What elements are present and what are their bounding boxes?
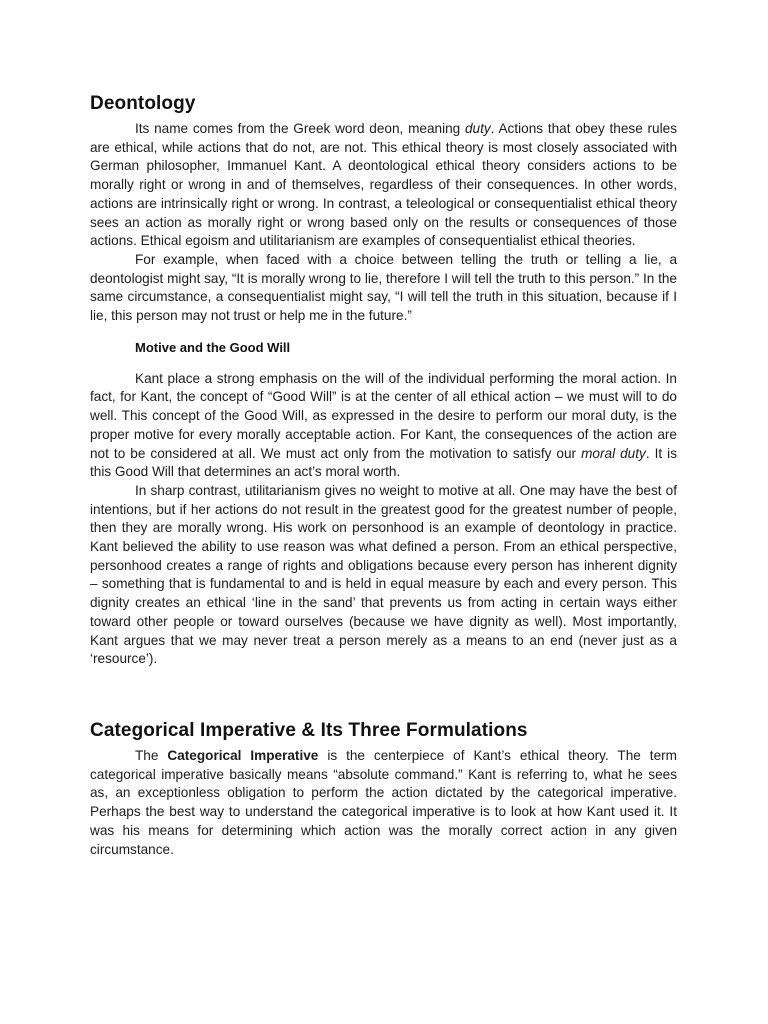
paragraph-text: . Actions that obey these rules are ethical, while actions that do not, are not. This ethical theory is most closely associated with German philosopher, Immanuel Kant. A deontological ethical theory considers actions to be morally right or wrong in and of themselves, regardless of their consequences. In other words, actions are intrinsically right or wrong. In contrast, a teleological or consequentialist ethical theory sees an action as morally right or wrong based only on the results or consequences of those actions. Ethical egoism and utilitarianism are examples of consequentialist ethical theories.	[90, 121, 677, 249]
paragraph-deon-intro	[90, 120, 677, 251]
paragraph-text: Its name comes from the Greek word deon, meaning	[135, 121, 465, 136]
paragraph-utilitarianism-contrast: In sharp contrast, utilitarianism gives no weight to motive at all. One may have the best of intentions, but if her actions do not result in the greatest good for the greatest number of people, then they are morally wrong. His work on personhood is an example of deontology in practice. Kant believed the ability to use reason was what defined a person. From an ethical perspective, personhood creates a range of rights and obligations because every person has inherent dignity – something that is fundamental to and is held in equal measure by each and every person. This dignity creates an ethical ‘line in the sand’ that prevents us from acting in certain ways either toward other people or toward ourselves (because we have dignity as well). Most importantly, Kant argues that we may never treat a person merely as a means to an end (never just as a ‘resource’).	[90, 482, 677, 667]
paragraph-text: is the centerpiece of Kant’s ethical theory. The term categorical imperative basically means “absolute command.” Kant is referring to, what he sees as, an exceptionless obligation to perform the action dictated by the categorical imperative. Perhaps the best way to understand the categorical imperative is to look at how Kant used it. It was his means for determining which action was the morally correct action in any given circumstance.	[90, 747, 677, 857]
heading-categorical-imperative: Categorical Imperative & Its Three Formulations	[90, 719, 528, 741]
heading-deontology: Deontology	[90, 93, 196, 114]
emphasis-duty: duty	[465, 121, 491, 136]
bold-categorical-imperative: Categorical Imperative	[167, 747, 319, 763]
paragraph-categorical-intro	[90, 747, 677, 859]
paragraph-example: For example, when faced with a choice between telling the truth or telling a lie, a deontologist might say, “It is morally wrong to lie, therefore I will tell the truth to this person.” In the same circumstance, a consequentialist might say, “I will tell the truth in this situation, because if I lie, this person may not trust or help me in the future.”	[90, 251, 677, 324]
paragraph-text: . It is this Good Will that determines an act’s moral worth.	[90, 445, 677, 480]
emphasis-moral-duty: moral duty	[581, 445, 646, 461]
paragraph-text: The	[135, 747, 168, 763]
subheading-motive-good-will: Motive and the Good Will	[135, 339, 291, 355]
document-page	[90, 88, 677, 859]
paragraph-text: Kant place a strong emphasis on the will of the individual performing the moral action. In fact, for Kant, the concept of “Good Will” is at the center of all ethical action – we must will to do well. This concept of the Good Will, as expressed in the desire to perform our moral duty, is the proper motive for every morally acceptable action. For Kant, the consequences of the action are not to be considered at all. We must act only from the motivation to satisfy our	[90, 370, 677, 461]
paragraph-good-will	[90, 370, 677, 482]
